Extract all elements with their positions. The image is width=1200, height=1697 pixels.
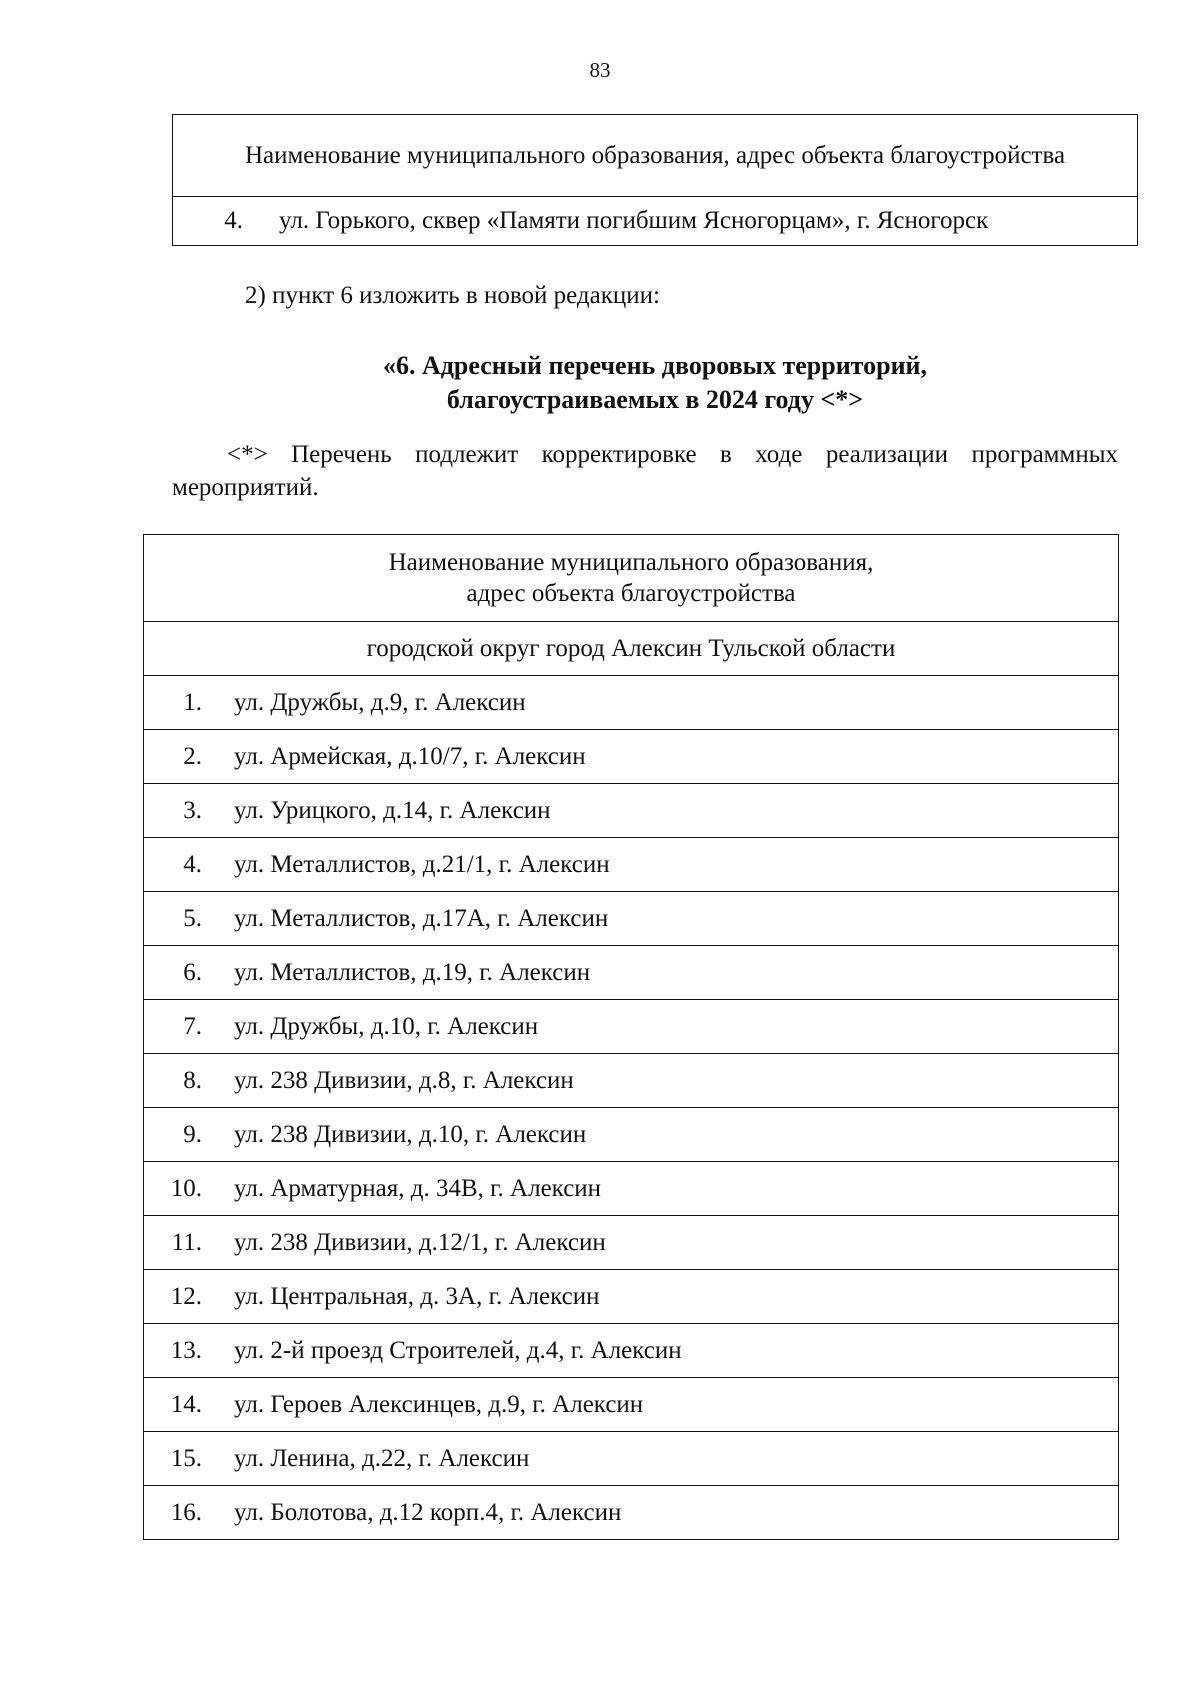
table-row: [144, 1162, 1119, 1216]
row-address: ул. Дружбы, д.9, г. Алексин: [234, 688, 526, 716]
table-cell: [144, 1000, 1119, 1054]
footnote-paragraph: <*> Перечень подлежит корректировке в ходе реализации программных мероприятий.: [172, 441, 1118, 501]
row-number: 9.: [183, 1120, 202, 1148]
row-address: ул. 2-й проезд Строителей, д.4, г. Алексин: [234, 1336, 682, 1364]
row-address: ул. Болотова, д.12 корп.4, г. Алексин: [234, 1498, 622, 1526]
row-number: 1.: [183, 688, 202, 716]
table-row: [144, 892, 1119, 946]
section-heading-line-1: «6. Адресный перечень дворовых территорий,: [382, 351, 928, 380]
table-row: [144, 676, 1119, 730]
section-heading-line-2: благоустраиваемых в 2024 году <*>: [446, 385, 864, 414]
row-number: 11.: [171, 1228, 202, 1256]
row-number: 8.: [183, 1066, 202, 1094]
table-cell: [144, 730, 1119, 784]
row-address: ул. Героев Алексинцев, д.9, г. Алексин: [234, 1390, 644, 1418]
row-number: 15.: [170, 1444, 202, 1472]
table-body: [144, 676, 1119, 1540]
table-cell: [173, 197, 1138, 246]
table-cell: [144, 1486, 1119, 1540]
table-cell: [144, 838, 1119, 892]
row-number: 14.: [170, 1390, 202, 1418]
section-heading: [172, 349, 1138, 417]
municipality-cell: городской округ город Алексин Тульской области: [144, 622, 1119, 676]
row-address: ул. Армейская, д.10/7, г. Алексин: [234, 742, 586, 770]
table-row: [144, 1108, 1119, 1162]
row-number: 16.: [170, 1498, 202, 1526]
table-row: [144, 1432, 1119, 1486]
row-address: ул. Урицкого, д.14, г. Алексин: [234, 796, 551, 824]
table-cell: [144, 784, 1119, 838]
row-number: 4.: [224, 207, 243, 234]
address-table-previous: [172, 114, 1138, 246]
table-cell: [144, 1378, 1119, 1432]
table-cell: [144, 676, 1119, 730]
row-address: ул. 238 Дивизии, д.12/1, г. Алексин: [234, 1228, 606, 1256]
table-row: [144, 838, 1119, 892]
row-address: ул. Центральная, д. 3А, г. Алексин: [234, 1282, 600, 1310]
row-address: ул. Дружбы, д.10, г. Алексин: [234, 1012, 539, 1040]
table-cell: [144, 946, 1119, 1000]
table-row: [144, 1000, 1119, 1054]
table-subheader-row: [144, 622, 1119, 676]
table-row: [144, 1324, 1119, 1378]
amendment-paragraph: 2) пункт 6 изложить в новой редакции:: [245, 282, 660, 309]
table-cell: [144, 892, 1119, 946]
table-row: [144, 730, 1119, 784]
table-cell: [144, 1108, 1119, 1162]
row-number: 10.: [170, 1174, 202, 1202]
table-header-line-2: адрес объекта благоустройства: [466, 580, 796, 607]
row-address: ул. 238 Дивизии, д.8, г. Алексин: [234, 1066, 574, 1094]
table-row: [144, 784, 1119, 838]
row-number: 5.: [183, 904, 202, 932]
table-row: [144, 1054, 1119, 1108]
row-address: ул. Металлистов, д.21/1, г. Алексин: [234, 850, 610, 878]
row-number: 2.: [183, 742, 202, 770]
row-address: ул. Металлистов, д.19, г. Алексин: [234, 958, 591, 986]
address-table-2024: [143, 534, 1119, 1540]
table-header-row: [173, 115, 1138, 197]
row-address: ул. 238 Дивизии, д.10, г. Алексин: [234, 1120, 587, 1148]
row-number: 12.: [170, 1282, 202, 1310]
table-header-row: [144, 535, 1119, 622]
row-address: ул. Горького, сквер «Памяти погибшим Ясногорцам», г. Ясногорск: [279, 207, 989, 234]
table-row: [173, 197, 1138, 246]
table-row: [144, 1486, 1119, 1540]
table-cell: [144, 1162, 1119, 1216]
table-cell: [144, 1324, 1119, 1378]
table-header-cell: [144, 535, 1119, 622]
table-header-line-1: Наименование муниципального образования,: [388, 549, 874, 576]
table-row: [144, 1378, 1119, 1432]
row-number: 7.: [183, 1012, 202, 1040]
table-cell: [144, 1432, 1119, 1486]
table-cell: [144, 1270, 1119, 1324]
table-row: [144, 946, 1119, 1000]
row-number: 6.: [183, 958, 202, 986]
table-row: [144, 1270, 1119, 1324]
row-number: 13.: [170, 1336, 202, 1364]
row-number: 4.: [183, 850, 202, 878]
row-address: ул. Арматурная, д. 34В, г. Алексин: [234, 1174, 602, 1202]
row-number: 3.: [183, 796, 202, 824]
page-number: 83: [589, 58, 611, 82]
table-cell: [144, 1054, 1119, 1108]
table-cell: [144, 1216, 1119, 1270]
table-row: [144, 1216, 1119, 1270]
table-header-cell: Наименование муниципального образования, адрес объекта благоустройства: [173, 115, 1138, 197]
row-address: ул. Металлистов, д.17А, г. Алексин: [234, 904, 609, 932]
row-address: ул. Ленина, д.22, г. Алексин: [234, 1444, 530, 1472]
